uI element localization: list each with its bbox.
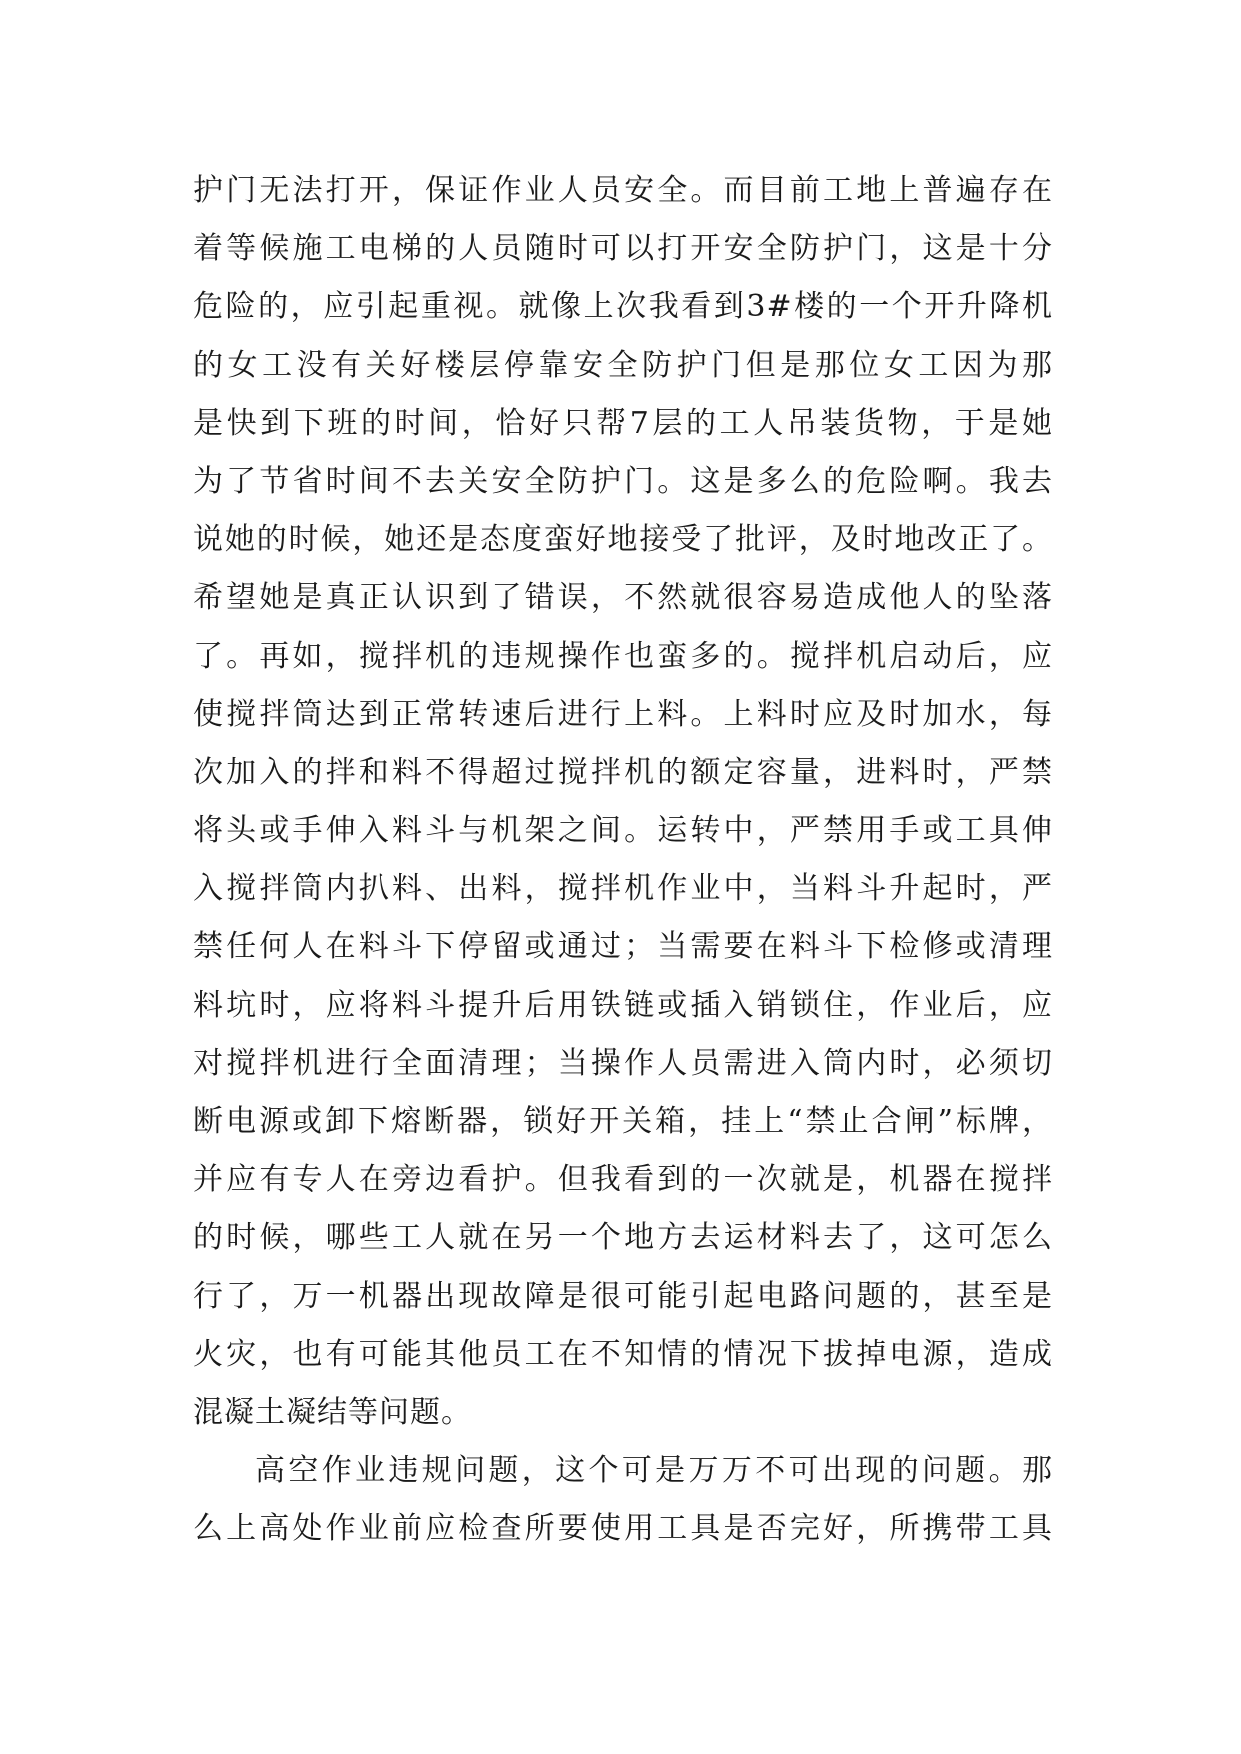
body-text [193,162,1053,1559]
text-line: 希望她是真正认识到了错误，不然就很容易造成他人的坠落 [193,580,1053,616]
text-line: 是快到下班的时间，恰好只帮7层的工人吊装货物，于是她 [193,405,1053,441]
text-line: 的时候，哪些工人就在另一个地方去运材料去了，这可怎么 [193,1220,1053,1256]
text-line: 料坑时，应将料斗提升后用铁链或插入销锁住，作业后，应 [193,987,1053,1023]
paragraph-2 [193,1442,1053,1558]
text-line: 入搅拌筒内扒料、出料，搅拌机作业中，当料斗升起时，严 [193,871,1053,907]
text-line: 为了节省时间不去关安全防护门。这是多么的危险啊。我去 [193,463,1053,499]
text-line: 说她的时候，她还是态度蛮好地接受了批评，及时地改正了。 [193,522,1053,558]
text-line: 并应有专人在旁边看护。但我看到的一次就是，机器在搅拌 [193,1162,1053,1198]
text-line: 护门无法打开，保证作业人员安全。而目前工地上普遍存在 [193,173,1053,208]
text-line: 了。再如，搅拌机的违规操作也蛮多的。搅拌机启动后，应 [193,638,1053,674]
text-line: 对搅拌机进行全面清理；当操作人员需进入筒内时，必须切 [193,1045,1053,1081]
text-line: 的女工没有关好楼层停靠安全防护门但是那位女工因为那 [193,347,1053,383]
text-line: 着等候施工电梯的人员随时可以打开安全防护门，这是十分 [193,231,1053,267]
text-line: 断电源或卸下熔断器，锁好开关箱，挂上“禁止合闸”标牌， [193,1104,1053,1139]
text-line: 危险的，应引起重视。就像上次我看到3#楼的一个开升降机 [193,289,1053,325]
text-line: 么上高处作业前应检查所要使用工具是否完好，所携带工具 [193,1511,1053,1547]
text-line: 火灾，也有可能其他员工在不知情的情况下拔掉电源，造成 [193,1336,1053,1372]
text-line: 行了，万一机器出现故障是很可能引起电路问题的，甚至是 [193,1278,1053,1314]
text-line: 使搅拌筒达到正常转速后进行上料。上料时应及时加水，每 [193,696,1053,732]
text-line: 次加入的拌和料不得超过搅拌机的额定容量，进料时，严禁 [193,754,1053,790]
text-line: 将头或手伸入料斗与机架之间。运转中，严禁用手或工具伸 [193,813,1053,849]
paragraph-1 [193,162,1053,1442]
text-line: 高空作业违规问题，这个可是万万不可出现的问题。那 [255,1453,1053,1489]
text-line: 混凝土凝结等问题。 [193,1394,472,1430]
text-line: 禁任何人在料斗下停留或通过；当需要在料斗下检修或清理 [193,929,1053,965]
